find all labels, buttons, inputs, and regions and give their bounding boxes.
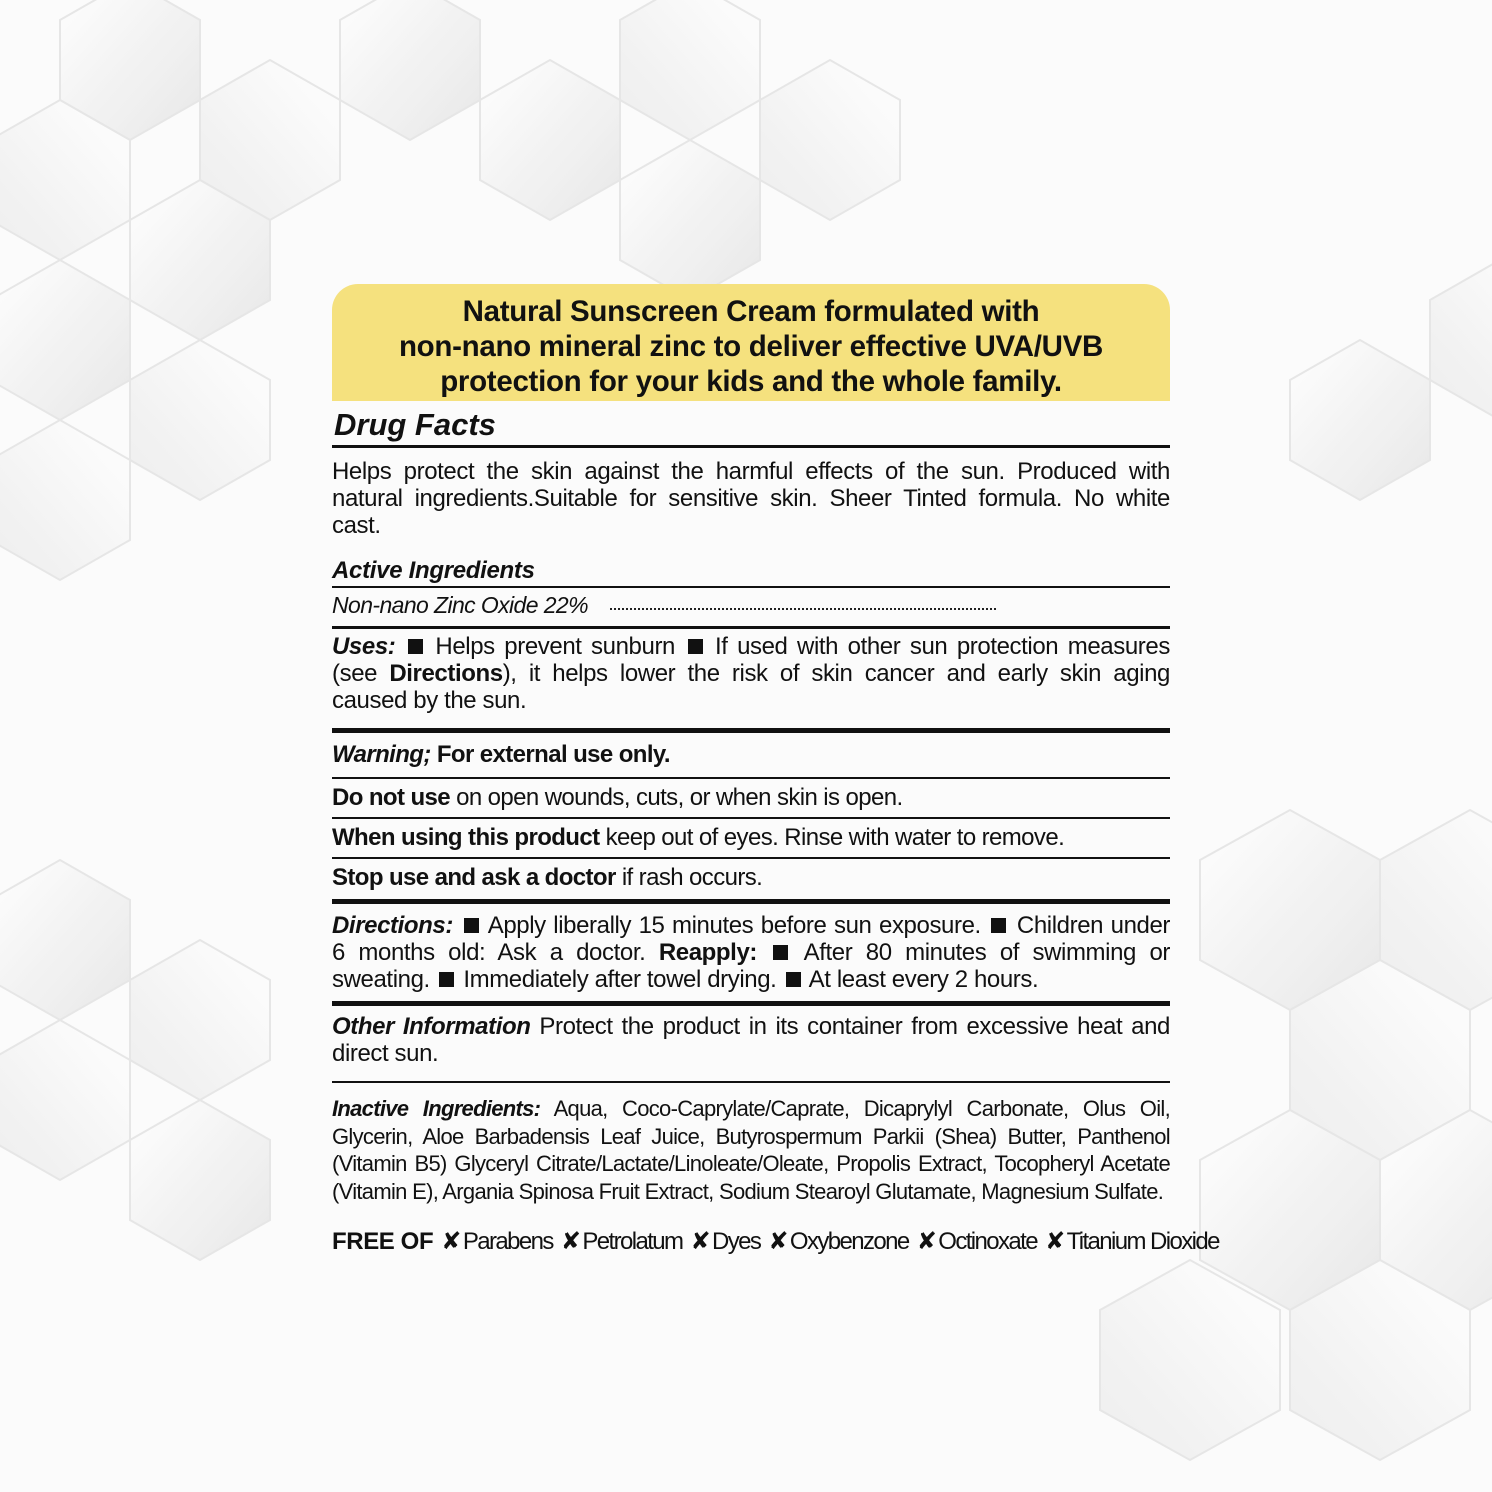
banner-line-2: non-nano mineral zinc to deliver effective UVA/UVB (398, 330, 1104, 363)
active-ingredient-name: Non-nano Zinc Oxide 22% (332, 592, 588, 618)
cross-mark-icon: ✘ (690, 1228, 710, 1255)
directions-text-2: Children under 6 months old: Ask a doctor. (332, 912, 1171, 966)
free-of-label: FREE OF (332, 1228, 434, 1255)
inactive-ingredients-section (332, 1095, 1170, 1205)
bullet-square-icon (408, 639, 423, 654)
free-of-item: Petrolatum (582, 1228, 683, 1255)
directions-section (332, 912, 1170, 1001)
directions-reference: Directions (389, 660, 503, 687)
free-of-item: Oxybenzone (789, 1228, 909, 1255)
stop-use-line (332, 859, 1170, 897)
divider (332, 626, 1170, 629)
free-of-item: Dyes (712, 1228, 761, 1255)
other-information-text: Protect the product in its container from excessive heat and direct sun. (332, 1013, 1171, 1067)
cross-mark-icon: ✘ (441, 1228, 460, 1255)
directions-text-4: Immediately after towel drying. (463, 966, 777, 993)
when-using-text: keep out of eyes. Rinse with water to remove. (599, 824, 1065, 851)
product-banner (332, 284, 1170, 401)
uses-text-3: ), it helps lower the risk of skin cancer and early skin aging caused by the sun. (332, 660, 1170, 714)
dot-leader (610, 607, 996, 610)
intro-text: Helps protect the skin against the harmful effects of the sun. Produced with natural ingredients.Suitable for sensitive skin. Sheer Tinted formula. No white cast. (332, 458, 1170, 539)
divider (332, 445, 1170, 448)
reapply-label: Reapply: (658, 939, 757, 966)
do-not-use-line (332, 779, 1170, 817)
directions-text-1: Apply liberally 15 minutes before sun exposure. (487, 912, 981, 939)
when-using-label: When using this product (332, 824, 600, 851)
bullet-square-icon (464, 918, 479, 933)
do-not-use-text: on open wounds, cuts, or when skin is open. (450, 784, 903, 811)
uses-section (332, 633, 1170, 728)
free-of-item: Octinoxate (938, 1228, 1037, 1255)
directions-text-5: At least every 2 hours. (808, 966, 1039, 993)
other-information-section (332, 1013, 1170, 1081)
directions-text-3: After 80 minutes of swimming or sweating. (332, 939, 1170, 993)
when-using-line (332, 819, 1170, 857)
divider (332, 1081, 1170, 1083)
cross-mark-icon: ✘ (560, 1228, 580, 1255)
cross-mark-icon: ✘ (916, 1228, 936, 1255)
divider (332, 899, 1170, 904)
inactive-ingredients-text: Aqua, Coco-Caprylate/Caprate, Dicaprylyl Carbonate, Olus Oil, Glycerin, Aloe Barbadensis Leaf Juice, Butyrospermum Parkii (Shea) Butter, Panthenol (Vitamin B5) Glyceryl Citrate/Lactate/Linoleate/Oleate, Propolis Extract, Tocopheryl Acetate (Vitamin E), Argania Spinosa Fruit Extract, Sodium Stearoyl Glutamate, Magnesium Sulfate. (332, 1096, 1170, 1204)
uses-text-1: Helps prevent sunburn (435, 633, 675, 660)
banner-line-3: protection for your kids and the whole family. (440, 365, 1062, 398)
cross-mark-icon: ✘ (1045, 1228, 1064, 1255)
bullet-square-icon (773, 945, 788, 960)
warning-label: Warning; (332, 741, 431, 768)
do-not-use-label: Do not use (332, 784, 450, 811)
directions-label: Directions: (332, 912, 453, 939)
bullet-square-icon (991, 918, 1006, 933)
active-ingredients-heading: Active Ingredients (332, 557, 535, 584)
bullet-square-icon (439, 972, 454, 987)
drug-facts-label (332, 284, 1219, 1257)
warning-text: For external use only. (436, 741, 670, 768)
free-of-item: Parabens (462, 1228, 553, 1255)
other-information-label: Other Information (332, 1013, 531, 1040)
uses-label: Uses: (332, 633, 396, 660)
bullet-square-icon (688, 639, 703, 654)
banner-line-1: Natural Sunscreen Cream formulated with (462, 295, 1040, 328)
bullet-square-icon (786, 972, 801, 987)
free-of-item: Titanium Dioxide (1066, 1228, 1219, 1255)
uses-text-2: If used with other sun protection measures (see (332, 633, 1170, 687)
stop-use-text: if rash occurs. (615, 864, 763, 891)
divider (332, 1001, 1170, 1006)
stop-use-label: Stop use and ask a doctor (332, 864, 616, 891)
active-ingredient-row (332, 590, 1170, 620)
warning-line (332, 733, 1170, 777)
cross-mark-icon: ✘ (768, 1228, 787, 1255)
inactive-ingredients-label: Inactive Ingredients: (332, 1096, 541, 1121)
free-of-row (332, 1227, 1219, 1257)
drug-facts-title: Drug Facts (334, 407, 496, 442)
divider (332, 586, 1170, 588)
